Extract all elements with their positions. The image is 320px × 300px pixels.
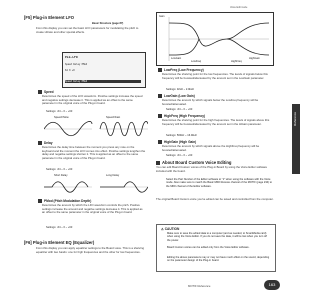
lcd-row: Speed Delay PMod <box>65 80 141 83</box>
delay-wave-diagram <box>44 178 148 196</box>
footer-text: MOTIF Reference <box>188 284 211 288</box>
speed-settings: Settings: -64 ~ 0 ~ +63 <box>46 110 73 113</box>
highfreq-desc: Determines the shelving point for the high frequencies. The levels of signals above this frequency will be boosted/attenuated by the amount set in the HiGain parameter. <box>162 118 270 126</box>
highgain-settings: Settings: -64 ~ 0 ~ +63 <box>166 154 193 157</box>
delay-long-label: Long Delay <box>106 174 120 177</box>
eq-highfreq-label: HighFreq <box>231 60 242 63</box>
delay-short-label: Short Delay <box>54 174 68 177</box>
section1-title: [F5] Plug-in Element LFO <box>24 15 75 20</box>
speed-fast-label: Speed=Fast <box>106 116 121 119</box>
highfreq-title: HighFreq (High Frequency) <box>158 114 205 118</box>
delay-title: Delay <box>38 141 53 145</box>
section2-intro: From this display you can apply equalizer settings to the Board voice. This is a shelving equalizer with two bands: one for high frequencies and the other for low frequencies. <box>36 246 144 254</box>
header-label: Voice Edit mode <box>230 6 248 9</box>
pmod-settings: Settings: -64 ~ 0 ~ +63 <box>46 226 73 229</box>
eq-lowfreq-label: LowFreq <box>191 60 202 63</box>
lowfreq-title: LowFreq (Low Frequency) <box>158 68 204 72</box>
delay-settings: Settings: -64 ~ 0 ~ +63 <box>46 168 73 171</box>
highfreq-settings: Settings: 500Hz ~ 16.0kHz <box>166 134 197 137</box>
lowgain-title: LowGain (Low Gain) <box>158 94 195 98</box>
lowfreq-desc: Determines the shelving point for the low frequencies. The levels of signals below this frequency will be boosted/attenuated by the amount set in the LowGain parameter. <box>162 72 268 80</box>
lcd-row: 64 0 +0 <box>65 69 75 72</box>
lcd-title: PLG-LFO <box>65 55 78 59</box>
about-title: About Board Custom Voice Editing <box>156 160 274 165</box>
section1-subtitle: Basic Structure (page 87) <box>92 22 124 25</box>
pmod-title: PMod (Pitch Modulation Depth) <box>38 199 91 203</box>
speed-title: Speed <box>38 90 54 94</box>
highgain-title: HighGain (High Gain) <box>158 140 196 144</box>
speed-wave-diagram <box>44 120 148 138</box>
lowfreq-settings: Settings: 32Hz ~ 2.0kHz <box>166 88 194 91</box>
lowgain-settings: Settings: -64 ~ 0 ~ +63 <box>166 108 193 111</box>
caution-text: Make sure to save the edited data to a computer (and as needed, to SmartMedia card) when using the Voice Editor. If you do not save the data, it will be lost when you turn off the power. <box>167 232 267 242</box>
section1-intro: From this display you can set the basic LFO parameters for modulating the pitch to create vibrato and other special effects. <box>36 26 139 34</box>
note-2: Board Custom voices can be edited only from the Voice Editor software. <box>167 246 250 249</box>
speed-slow-label: Speed=Slow <box>54 116 69 119</box>
note-1: Select the Part Number of the Editor software to "1" when using the software with the Voice mode. Also make sure to match the Basic MIDI Receive channel of the MOTIF (page 234) to the MIDI channel of the Editor software. <box>166 178 272 188</box>
caution-title: ⚠ CAUTION <box>161 227 180 231</box>
speed-desc: Determines the speed of the LFO waveform. Positive settings increase the speed and negative settings decrease it. This is applied as an offset to the same parameter in the original voice of the Plug-in board. <box>42 94 143 106</box>
section2-title: [F6] Plug-in Element EQ (Equalizer) <box>24 240 95 245</box>
original-text: The original Board Custom voice you've edited can be saved and controlled from the computer. <box>156 197 274 201</box>
highgain-desc: Determines the amount by which signals above the HighFreq frequency will be boosted/attenuated. <box>162 144 260 152</box>
delay-desc: Determines the delay time between the moment you press any note on the keyboard and the moment the LFO comes into effect. Positive settings lengthen the delay and negative settings shorten it. This is applied as an offset to the same parameter in the original voice of the Plug-in board. <box>42 145 146 160</box>
eq-highgain-label: HighGain <box>249 57 260 60</box>
page-number: 163 <box>264 280 280 290</box>
pmod-desc: Determines the amount by which the LFO waveform controls the pitch. Positive settings increase the amount and negative settings decrease it. This is applied as an offset to the same parameter in the original voice of the Plug-in board. <box>42 203 143 215</box>
reference-side-tab: Reference <box>292 104 300 174</box>
lowgain-desc: Determines the amount by which signals below the LowFreq frequency will be boosted/attenuated. <box>162 98 259 106</box>
lcd-display <box>62 52 146 88</box>
about-text: You can edit Board Custom voices of the Plug-in Board by using the Voice Editor software included with the board. <box>156 165 268 173</box>
eq-diagram <box>156 12 274 66</box>
caution-box <box>156 224 276 272</box>
note-3: Editing the above parameters may or may not have much effect on the sound, depending on the parameter design of the Plug-in board. <box>167 256 270 263</box>
lcd-row: Speed Delay PMod <box>65 63 88 66</box>
eq-lowgain-label: LowGain <box>171 57 182 60</box>
warning-icon: ⚠ <box>161 227 164 231</box>
eq-gain-label: Gain <box>159 15 165 18</box>
